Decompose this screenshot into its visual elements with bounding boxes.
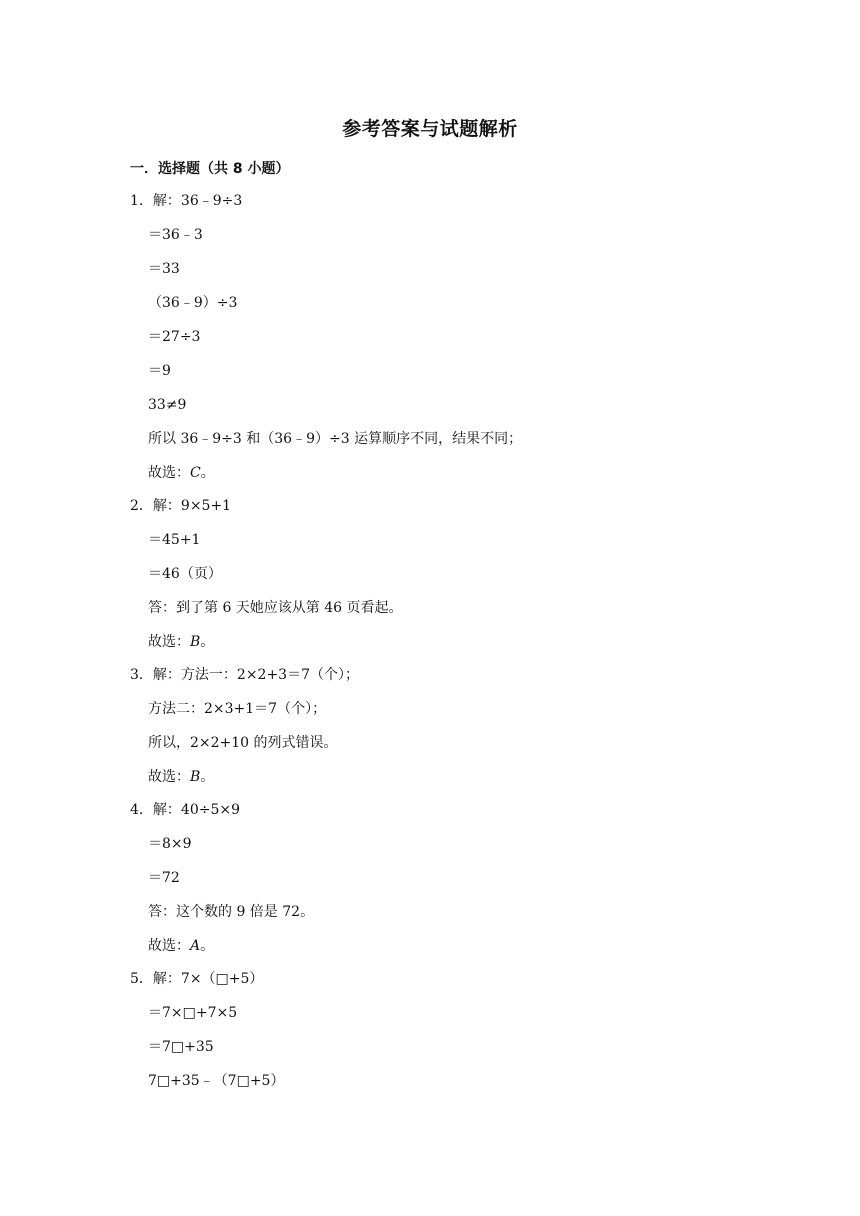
q3-conclusion-line: 所以，2×2+10 的列式错误。 bbox=[148, 735, 338, 751]
answer-period: 。 bbox=[200, 769, 215, 785]
answer-choice: B bbox=[190, 769, 201, 785]
q5-solution-line: 5．解：7×（□+5） bbox=[130, 971, 264, 987]
q1-answer-line bbox=[148, 464, 215, 482]
q1-step-line: 33≠9 bbox=[148, 397, 187, 413]
section-heading: 一．选择题（共 8 小题） bbox=[130, 161, 290, 177]
q1-step-line: ＝36﹣3 bbox=[148, 227, 203, 243]
answer-period: 。 bbox=[200, 465, 215, 481]
q4-answer-statement: 答：这个数的 9 倍是 72。 bbox=[148, 904, 315, 920]
q3-step-line: 方法二：2×3+1＝7（个）； bbox=[148, 701, 327, 717]
page-title: 参考答案与试题解析 bbox=[342, 118, 518, 140]
q4-step-line: ＝72 bbox=[148, 870, 180, 886]
answer-period: 。 bbox=[200, 938, 215, 954]
q1-conclusion-line: 所以 36﹣9÷3 和（36﹣9）÷3 运算顺序不同，结果不同； bbox=[148, 431, 523, 447]
q5-step-line: ＝7□+35 bbox=[148, 1039, 214, 1055]
answer-prefix: 故选： bbox=[148, 465, 190, 481]
q2-answer-statement: 答：到了第 6 天她应该从第 46 页看起。 bbox=[148, 600, 403, 616]
q4-step-line: ＝8×9 bbox=[148, 836, 192, 852]
q3-answer-line bbox=[148, 768, 214, 786]
q2-solution-line: 2．解：9×5+1 bbox=[130, 498, 232, 514]
q1-solution-line: 1．解：36﹣9÷3 bbox=[130, 193, 243, 209]
q1-step-line: （36﹣9）÷3 bbox=[148, 295, 238, 311]
q2-step-line: ＝45+1 bbox=[148, 532, 201, 548]
q4-answer-line bbox=[148, 937, 214, 955]
q2-answer-line bbox=[148, 633, 214, 651]
q1-step-line: ＝27÷3 bbox=[148, 329, 201, 345]
answer-choice: C bbox=[190, 465, 201, 481]
answer-prefix: 故选： bbox=[148, 938, 190, 954]
q1-step-line: ＝33 bbox=[148, 261, 180, 277]
answer-prefix: 故选： bbox=[148, 634, 190, 650]
q5-step-line: 7□+35﹣（7□+5） bbox=[148, 1073, 285, 1089]
answer-prefix: 故选： bbox=[148, 769, 190, 785]
q4-solution-line: 4．解：40÷5×9 bbox=[130, 802, 240, 818]
answer-choice: A bbox=[190, 938, 201, 954]
q5-step-line: ＝7×□+7×5 bbox=[148, 1005, 238, 1021]
q3-solution-line: 3．解：方法一：2×2+3＝7（个）； bbox=[130, 667, 359, 683]
q2-step-line: ＝46（页） bbox=[148, 566, 222, 582]
answer-choice: B bbox=[190, 634, 201, 650]
answer-period: 。 bbox=[200, 634, 215, 650]
q1-step-line: ＝9 bbox=[148, 363, 171, 379]
